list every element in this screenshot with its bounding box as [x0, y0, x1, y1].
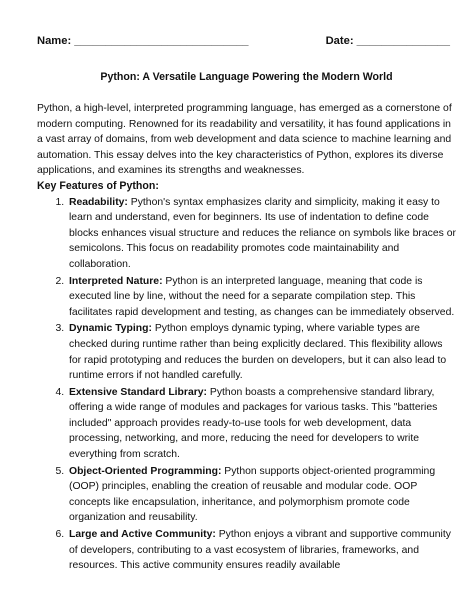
date-field-label: Date: _______________: [325, 35, 450, 47]
feature-item: [67, 195, 456, 273]
header-row: [37, 34, 456, 48]
feature-text: Python supports object-oriented programming (OOP) principles, enabling the creation of reusable and modular code. OOP concepts like encapsulation, inheritance, and polymorphism promote code organization and reusability.: [69, 465, 436, 524]
feature-item: [67, 385, 456, 463]
intro-paragraph: Python, a high-level, interpreted programming language, has emerged as a cornerstone of modern computing. Renowned for its readability and versatility, it has found applications in a vast array of domains, from web development and data science to machine learning and automation. This essay delves into the key characteristics of Python, explores its diverse applications, and examines its strengths and weaknesses.: [37, 103, 452, 177]
feature-title: Extensive Standard Library:: [69, 386, 208, 398]
features-heading: Key Features of Python:: [37, 179, 159, 192]
document-title: Python: A Versatile Language Powering the Modern World: [100, 71, 393, 83]
feature-item: [67, 527, 456, 574]
feature-item: [67, 274, 456, 321]
name-field-label: Name: ____________________________: [37, 35, 249, 47]
feature-title: Interpreted Nature:: [69, 275, 163, 287]
feature-title: Dynamic Typing:: [69, 323, 152, 335]
feature-title: Object-Oriented Programming:: [69, 465, 222, 477]
features-list: [37, 195, 456, 574]
feature-title: Large and Active Community:: [69, 529, 216, 541]
feature-text: Python boasts a comprehensive standard library, offering a wide range of modules and packages for various tasks. This "batteries included" approach provides ready-to-use tools for web development, data processing, networking, and more, reducing the need for developers to write everything from scratch.: [69, 386, 438, 461]
feature-item: [67, 464, 456, 526]
feature-title: Readability:: [69, 196, 128, 208]
feature-text: Python is an interpreted language, meaning that code is executed line by line, without the need for a separate compilation step. This facilitates rapid development and testing, as changes can be immediately observed.: [69, 275, 455, 318]
feature-text: Python enjoys a vibrant and supportive community of developers, contributing to a vast ecosystem of libraries, frameworks, and resources. This active community ensures readily available: [69, 529, 451, 572]
feature-text: Python's syntax emphasizes clarity and simplicity, making it easy to learn and understand, even for beginners. Its use of indentation to define code blocks enhances visual structure and reduces the reliance on symbols like braces or semicolons. This focus on readability promotes code maintainability and collaboration.: [69, 196, 456, 270]
feature-text: Python employs dynamic typing, where variable types are checked during runtime rather than being explicitly declared. This flexibility allows for rapid prototyping and reduces the burden on developers, but it can also lead to runtime errors if not handled carefully.: [69, 323, 447, 382]
feature-item: [67, 321, 456, 383]
